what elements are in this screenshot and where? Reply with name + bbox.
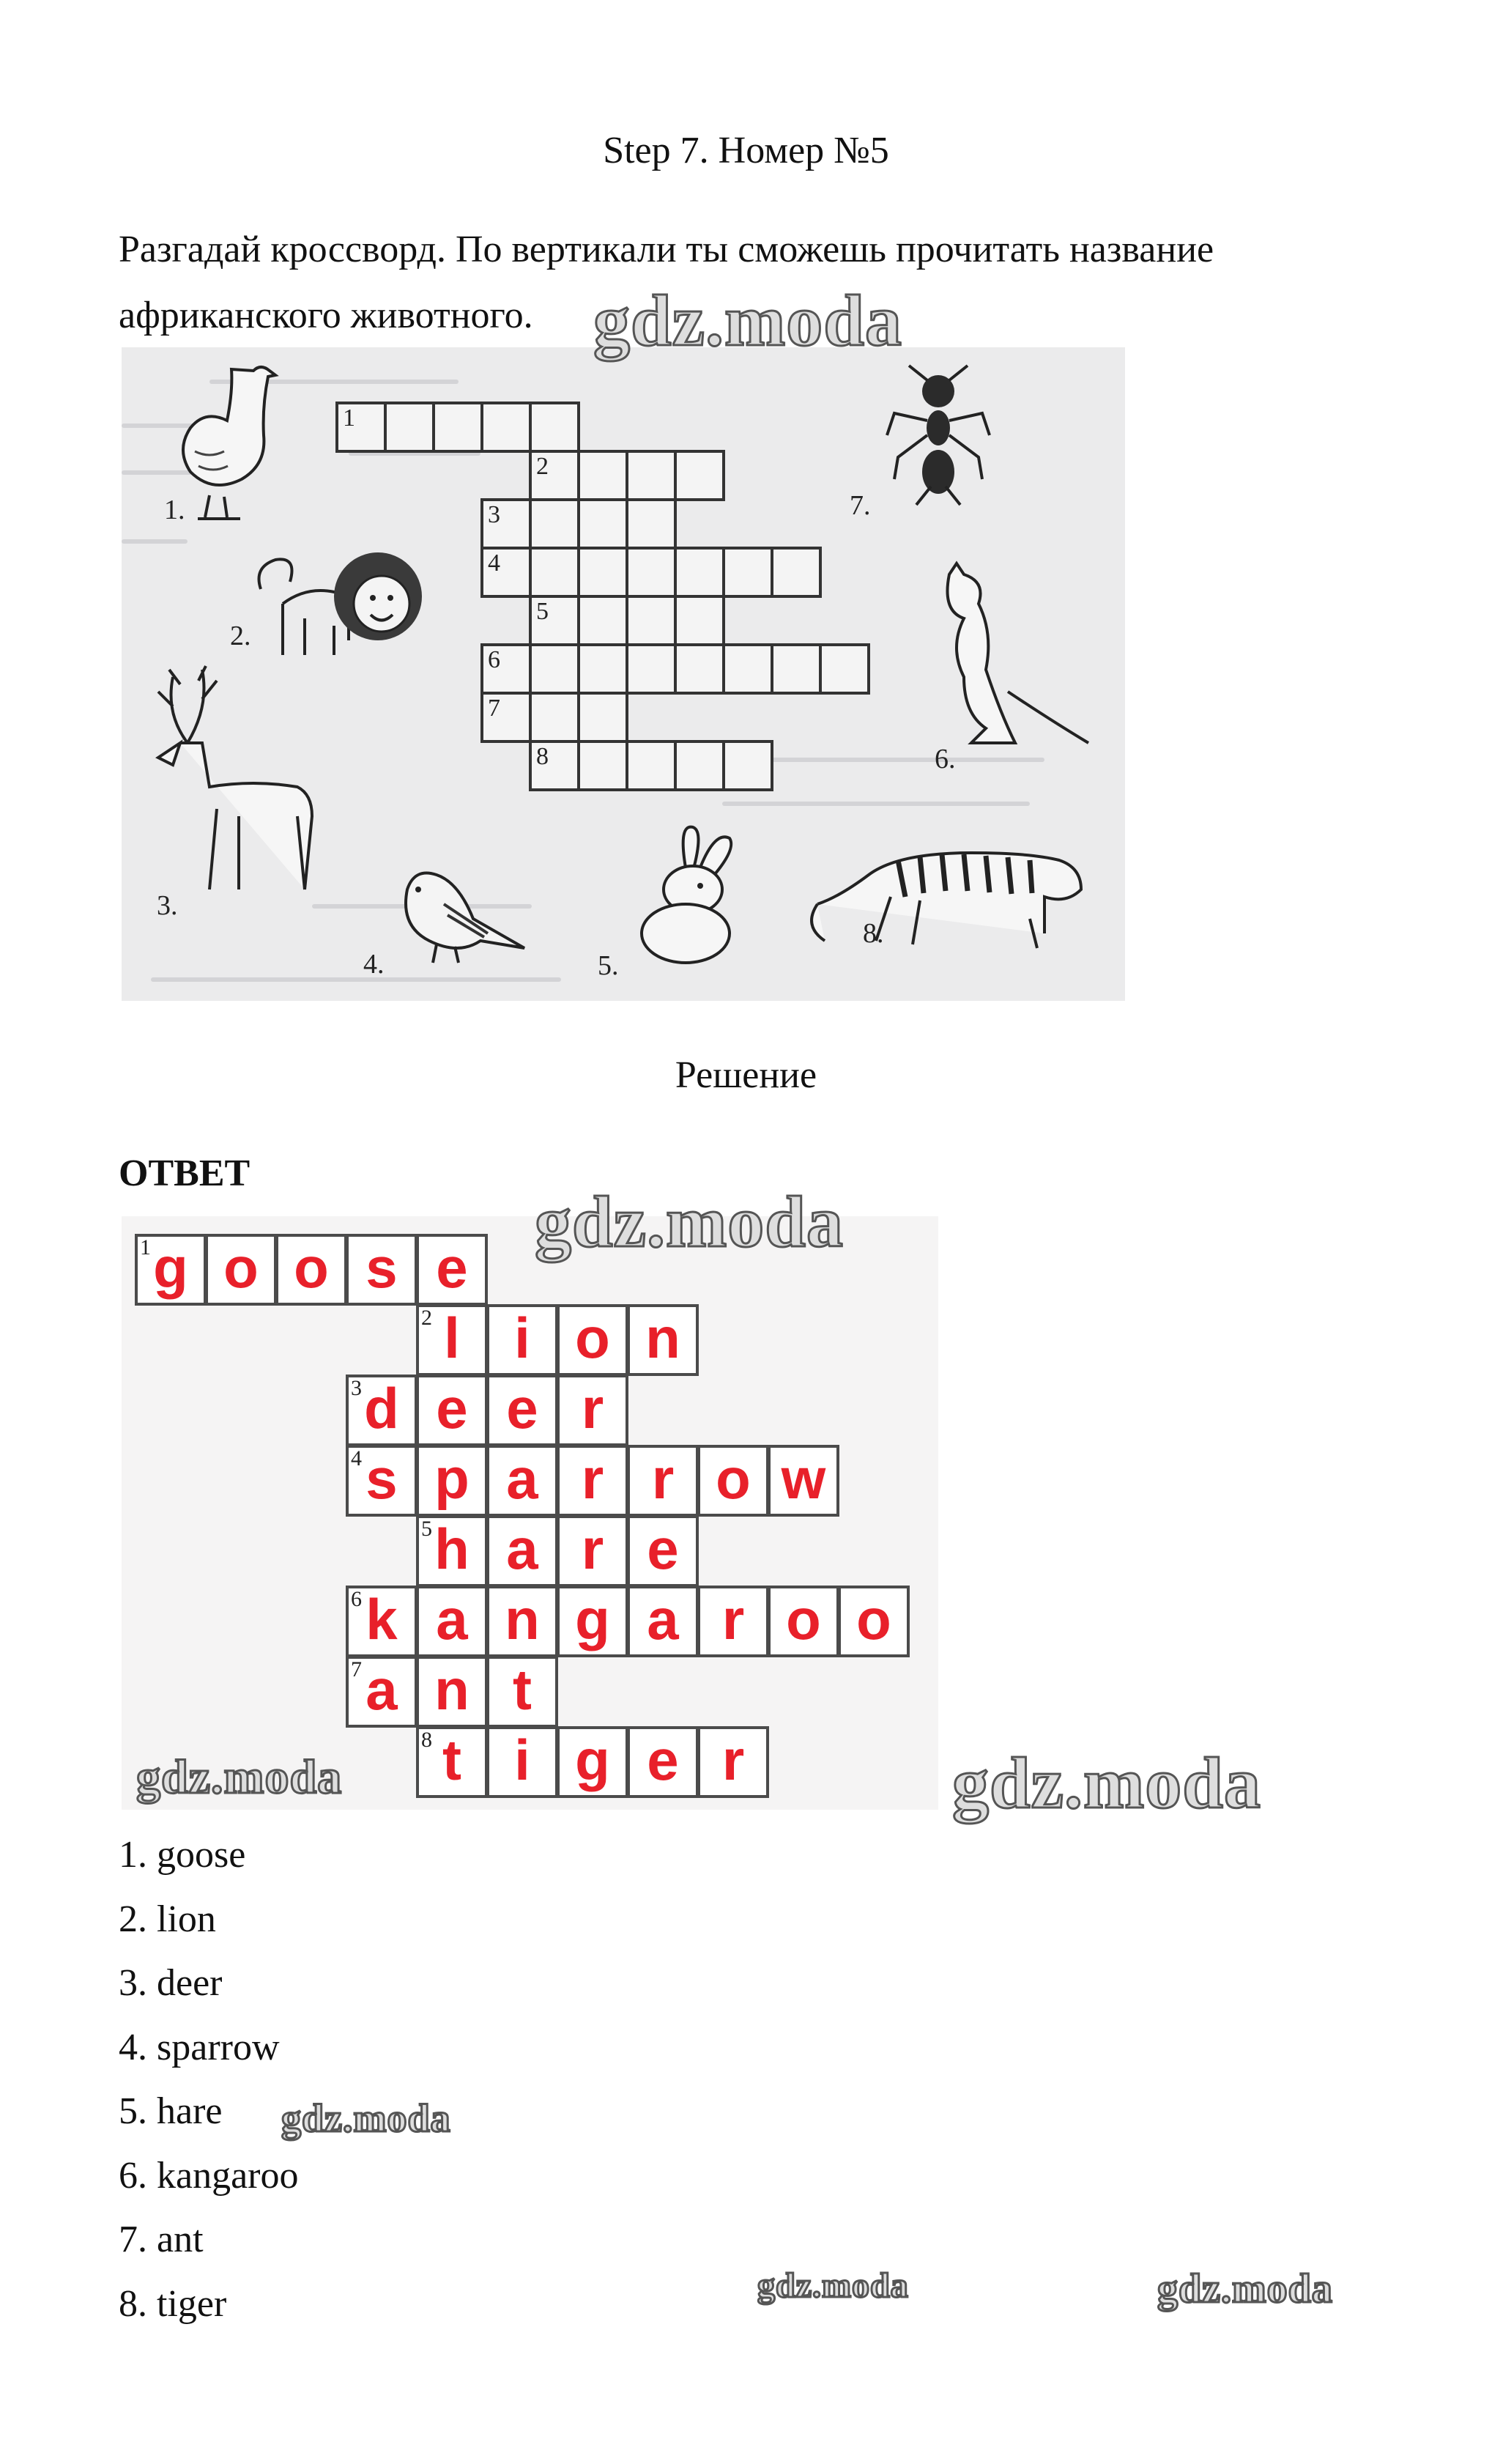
answer-letter: a (506, 1446, 538, 1511)
answer-letter: r (721, 1587, 745, 1651)
answer-list (119, 1823, 298, 2336)
answer-cell (627, 1586, 699, 1657)
answer-letter: o (716, 1446, 751, 1511)
clue-number: 8 (536, 743, 549, 770)
answer-cell (416, 1515, 488, 1587)
answer-cell (557, 1586, 628, 1657)
answer-letter: e (647, 1728, 679, 1792)
answer-label: ОТВЕТ (119, 1153, 250, 1194)
page-title: Step 7. Номер №5 (603, 130, 889, 171)
answer-cell (416, 1304, 488, 1376)
answer-letter: i (514, 1306, 530, 1370)
crossword-cell (819, 643, 870, 695)
answer-item-1: 1. goose (119, 1834, 246, 1876)
crossword-cell (432, 402, 483, 453)
clue-number: 4 (351, 1446, 362, 1470)
answer-cell (768, 1445, 839, 1517)
answer-cell (416, 1726, 488, 1798)
answer-letter: a (365, 1657, 398, 1722)
answer-cell (627, 1445, 699, 1517)
answer-cell (486, 1656, 558, 1728)
answer-cell (486, 1375, 558, 1446)
crossword-cell (529, 740, 580, 791)
answer-cell (486, 1586, 558, 1657)
crossword-cell (577, 450, 628, 501)
task-text: Разгадай кроссворд. По вертикали ты сможешь прочитать название африканского животного. (119, 229, 1214, 336)
crossword-cell (722, 547, 773, 598)
answer-cell (697, 1586, 769, 1657)
clue-number: 5 (421, 1517, 432, 1541)
clue-number: 5 (536, 598, 549, 625)
answer-letter: i (514, 1728, 530, 1792)
picture-label-5: 5. (598, 950, 619, 981)
clue-number: 4 (488, 550, 500, 577)
crossword-cell (577, 740, 628, 791)
crossword-cell (626, 450, 677, 501)
crossword-cell (529, 547, 580, 598)
answer-cell (346, 1445, 417, 1517)
crossword-cell (529, 498, 580, 550)
answer-cell (205, 1234, 277, 1306)
kangaroo-icon (920, 560, 1096, 758)
crossword-cell (529, 402, 580, 453)
picture-label-1: 1. (164, 495, 185, 525)
answer-letter: t (513, 1657, 532, 1722)
clue-number: 2 (421, 1306, 432, 1330)
crossword-cell (722, 643, 773, 695)
answer-letter: g (575, 1728, 610, 1792)
picture-label-8: 8. (863, 918, 884, 949)
crossword-cell (674, 595, 725, 646)
puzzle-image (122, 347, 1125, 1001)
lion-icon (253, 545, 422, 670)
crossword-cell (722, 740, 773, 791)
crossword-cell (480, 498, 532, 550)
crossword-cell (529, 595, 580, 646)
crossword-cell (626, 498, 677, 550)
crossword-cell (626, 595, 677, 646)
crossword-cell (771, 547, 822, 598)
answer-cell (838, 1586, 910, 1657)
answer-letter: o (575, 1306, 610, 1370)
answer-cell (557, 1515, 628, 1587)
clue-number: 7 (351, 1657, 362, 1681)
answer-letter: a (647, 1587, 679, 1651)
answer-item-8: 8. tiger (119, 2282, 227, 2325)
answer-cell (346, 1375, 417, 1446)
answer-cell (135, 1234, 207, 1306)
answer-cell (486, 1304, 558, 1376)
crossword-cell (771, 643, 822, 695)
watermark: gdz.moda (281, 2096, 451, 2140)
watermark: gdz.moda (1157, 2266, 1333, 2312)
crossword-cell (674, 643, 725, 695)
answer-cell (627, 1304, 699, 1376)
answer-letter: n (505, 1587, 540, 1651)
answer-letter: n (645, 1306, 680, 1370)
picture-label-6: 6. (935, 744, 956, 774)
watermark: gdz.moda (535, 1181, 844, 1262)
answer-letter: d (364, 1376, 399, 1440)
answer-cell (557, 1375, 628, 1446)
crossword-cell (577, 498, 628, 550)
answer-cell (557, 1304, 628, 1376)
crossword-cell (384, 402, 435, 453)
answer-letter: r (581, 1446, 604, 1511)
answer-letter: g (575, 1587, 610, 1651)
tiger-icon (803, 816, 1096, 955)
clue-number: 2 (536, 453, 549, 480)
crossword-cell (577, 595, 628, 646)
answer-letter: s (365, 1446, 398, 1511)
answer-letter: g (153, 1235, 188, 1300)
watermark: gdz.moda (757, 2266, 909, 2305)
sparrow-icon (385, 860, 532, 970)
answer-cell (697, 1445, 769, 1517)
answer-letter: e (436, 1376, 468, 1440)
clue-number: 1 (343, 404, 355, 432)
answer-cell (557, 1726, 628, 1798)
answer-cell (768, 1586, 839, 1657)
crossword-cell (626, 547, 677, 598)
crossword-cell (577, 643, 628, 695)
answer-cell (627, 1515, 699, 1587)
answer-letter: e (506, 1376, 538, 1440)
crossword-cell (480, 692, 532, 743)
answer-cell (486, 1726, 558, 1798)
crossword-cell (529, 643, 580, 695)
crossword-cell (577, 692, 628, 743)
answer-cell (416, 1586, 488, 1657)
clue-number: 6 (488, 646, 500, 673)
answer-cell (275, 1234, 347, 1306)
picture-label-3: 3. (157, 890, 178, 921)
answer-letter: e (436, 1235, 468, 1300)
answer-cell (346, 1234, 417, 1306)
clue-number: 3 (351, 1376, 362, 1400)
clue-number: 8 (421, 1728, 432, 1752)
answer-letter: r (651, 1446, 675, 1511)
answer-item-4: 4. sparrow (119, 2026, 280, 2068)
answer-item-6: 6. kangaroo (119, 2154, 299, 2197)
crossword-cell (577, 547, 628, 598)
crossword-cell (529, 450, 580, 501)
answer-letter: o (786, 1587, 821, 1651)
answer-letter: t (442, 1728, 461, 1792)
solution-title: Решение (675, 1054, 817, 1096)
answer-letter: w (781, 1446, 826, 1511)
answer-item-2: 2. lion (119, 1898, 216, 1940)
answer-letter: r (581, 1517, 604, 1581)
crossword-cell (674, 450, 725, 501)
answer-letter: s (365, 1235, 398, 1300)
crossword-cell (529, 692, 580, 743)
crossword-answer-image (122, 1216, 938, 1810)
clue-number: 7 (488, 695, 500, 722)
answer-cell (416, 1234, 488, 1306)
answer-letter: r (721, 1728, 745, 1792)
answer-cell (557, 1445, 628, 1517)
watermark: gdz.moda (952, 1742, 1261, 1824)
picture-label-4: 4. (363, 949, 385, 980)
answer-item-5: 5. hare (119, 2090, 223, 2132)
crossword-cell (626, 643, 677, 695)
answer-item-7: 7. ant (119, 2219, 204, 2260)
crossword-cell (480, 547, 532, 598)
clue-number: 6 (351, 1587, 362, 1611)
answer-letter: o (223, 1235, 259, 1300)
crossword-cell (626, 740, 677, 791)
answer-cell (346, 1656, 417, 1728)
answer-item-3: 3. deer (119, 1962, 223, 2004)
answer-letter: r (581, 1376, 604, 1440)
crossword-cell (674, 740, 725, 791)
answer-letter: h (434, 1517, 470, 1581)
hare-icon (620, 824, 751, 970)
answer-letter: a (436, 1587, 468, 1651)
picture-label-7: 7. (850, 490, 871, 521)
picture-label-2: 2. (230, 621, 251, 651)
watermark: gdz.moda (593, 280, 902, 361)
answer-cell (697, 1726, 769, 1798)
answer-cell (416, 1656, 488, 1728)
crossword-cell (674, 547, 725, 598)
crossword-cell (480, 402, 532, 453)
answer-cell (416, 1445, 488, 1517)
crossword-cell (335, 402, 387, 453)
ant-icon (883, 362, 993, 508)
answer-letter: k (365, 1587, 398, 1651)
watermark: gdz.moda (136, 1750, 343, 1804)
answer-letter: e (647, 1517, 679, 1581)
answer-letter: p (434, 1446, 470, 1511)
answer-letter: l (444, 1306, 460, 1370)
clue-number: 3 (488, 501, 500, 528)
answer-cell (346, 1586, 417, 1657)
deer-icon (136, 662, 327, 926)
answer-letter: o (856, 1587, 891, 1651)
answer-cell (486, 1445, 558, 1517)
answer-cell (416, 1375, 488, 1446)
answer-cell (486, 1515, 558, 1587)
clue-number: 1 (140, 1235, 151, 1259)
answer-letter: n (434, 1657, 470, 1722)
crossword-cell (480, 643, 532, 695)
answer-letter: a (506, 1517, 538, 1581)
answer-letter: o (294, 1235, 329, 1300)
answer-cell (627, 1726, 699, 1798)
